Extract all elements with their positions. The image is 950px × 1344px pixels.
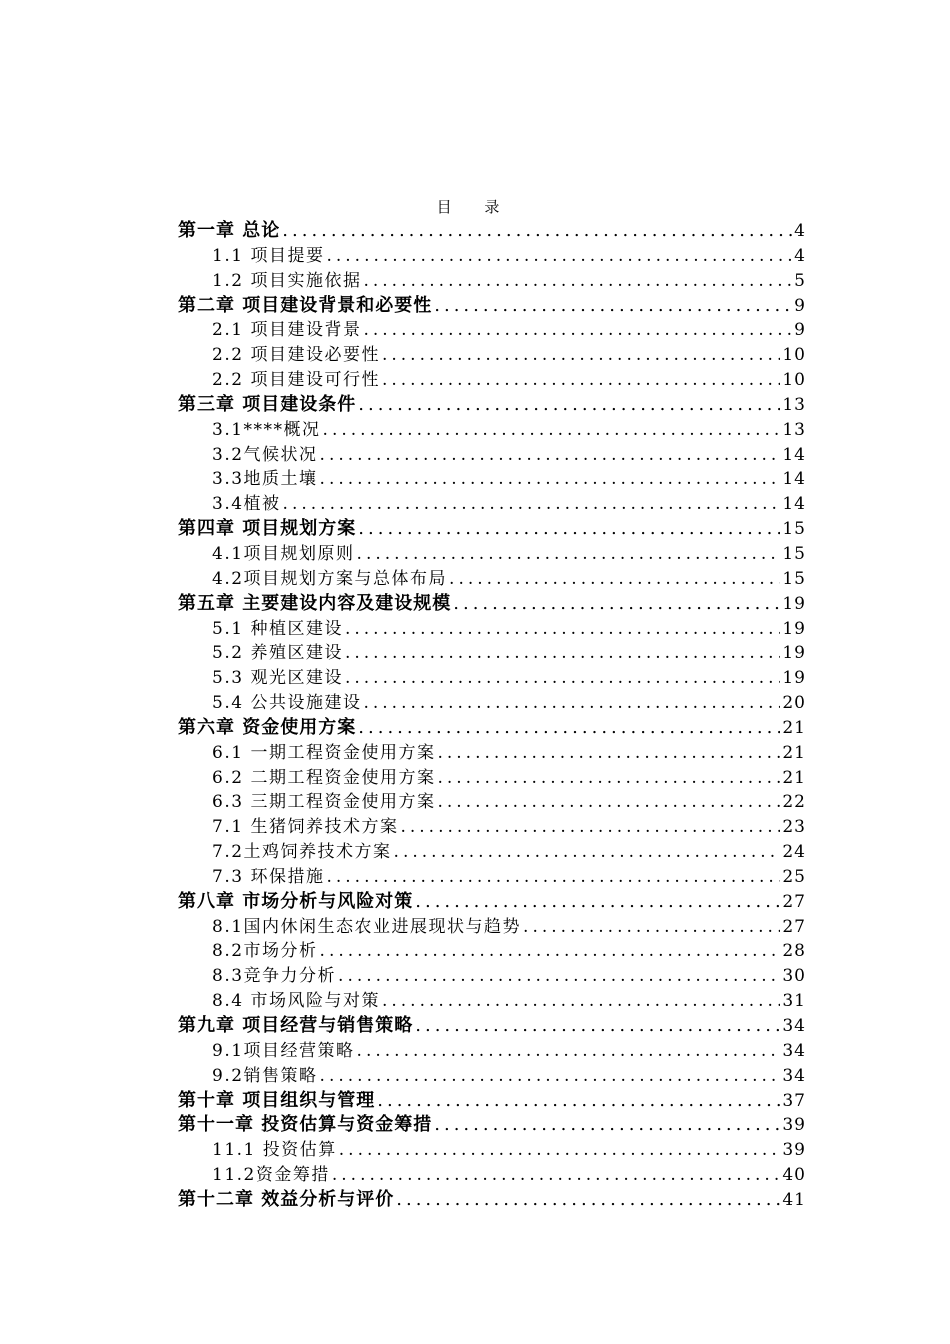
toc-page-number: 21 (782, 717, 806, 738)
toc-dot-leader (320, 467, 781, 492)
toc-dot-leader (394, 840, 781, 865)
toc-page-number: 31 (782, 991, 806, 1012)
table-of-contents (178, 219, 806, 1213)
toc-chapter-entry[interactable] (178, 890, 806, 915)
toc-entry-label: 第十一章 投资估算与资金筹措 (178, 1114, 433, 1136)
toc-entry-label: 11.1 投资估算 (212, 1140, 337, 1161)
toc-page-number: 14 (782, 469, 806, 490)
toc-dot-leader (396, 1188, 780, 1213)
toc-entry-label: 5.2 养殖区建设 (212, 643, 343, 664)
toc-dot-leader (358, 716, 780, 741)
toc-entry-label: 6.3 三期工程资金使用方案 (212, 792, 436, 813)
toc-dot-leader (338, 964, 780, 989)
toc-section-entry[interactable] (178, 915, 806, 940)
toc-page-number: 40 (782, 1165, 806, 1186)
toc-page-number: 24 (782, 842, 806, 863)
toc-section-entry[interactable] (178, 269, 806, 294)
toc-page-number: 21 (782, 742, 806, 763)
toc-section-entry[interactable] (178, 840, 806, 865)
toc-dot-leader (320, 1064, 781, 1089)
toc-page-number: 27 (782, 891, 806, 912)
toc-dot-leader (357, 1039, 781, 1064)
toc-chapter-entry[interactable] (178, 393, 806, 418)
toc-section-entry[interactable] (178, 815, 806, 840)
toc-entry-label: 第六章 资金使用方案 (178, 716, 357, 738)
toc-dot-leader (358, 517, 780, 542)
toc-dot-leader (437, 766, 780, 791)
toc-entry-label: 6.1 一期工程资金使用方案 (212, 742, 436, 763)
toc-dot-leader (339, 1138, 781, 1163)
toc-section-entry[interactable] (178, 318, 806, 343)
toc-entry-label: 3.2气候状况 (212, 444, 318, 465)
toc-chapter-entry[interactable] (178, 592, 806, 617)
toc-dot-leader (382, 368, 780, 393)
toc-chapter-entry[interactable] (178, 294, 806, 319)
toc-entry-label: 5.3 观光区建设 (212, 668, 343, 689)
toc-dot-leader (332, 1163, 781, 1188)
toc-page-number: 34 (782, 1040, 806, 1061)
toc-dot-leader (345, 617, 780, 642)
toc-section-entry[interactable] (178, 741, 806, 766)
toc-section-entry[interactable] (178, 418, 806, 443)
toc-page-number: 19 (782, 618, 806, 639)
toc-entry-label: 8.3竞争力分析 (212, 966, 337, 987)
toc-entry-label: 第四章 项目规划方案 (178, 518, 357, 540)
toc-dot-leader (400, 815, 780, 840)
toc-section-entry[interactable] (178, 368, 806, 393)
toc-entry-label: 第八章 市场分析与风险对策 (178, 890, 414, 912)
toc-entry-label: 9.1项目经营策略 (212, 1040, 355, 1061)
toc-entry-label: 第五章 主要建设内容及建设规模 (178, 592, 452, 614)
toc-page-number: 34 (782, 1065, 806, 1086)
toc-title: 目 录 (436, 198, 514, 216)
toc-page-number: 41 (782, 1189, 806, 1210)
toc-entry-label: 5.4 公共设施建设 (212, 693, 362, 714)
toc-section-entry[interactable] (178, 1163, 806, 1188)
toc-page-number: 9 (794, 320, 806, 341)
toc-entry-label: 第一章 总论 (178, 220, 281, 241)
toc-section-entry[interactable] (178, 939, 806, 964)
toc-section-entry[interactable] (178, 691, 806, 716)
toc-dot-leader (282, 219, 792, 244)
toc-section-entry[interactable] (178, 1064, 806, 1089)
toc-section-entry[interactable] (178, 542, 806, 567)
toc-dot-leader (377, 1089, 780, 1114)
toc-section-entry[interactable] (178, 790, 806, 815)
toc-entry-label: 7.3 环保措施 (212, 866, 325, 887)
toc-entry-label: 5.1 种植区建设 (212, 618, 343, 639)
toc-chapter-entry[interactable] (178, 716, 806, 741)
toc-dot-leader (382, 989, 780, 1014)
toc-page-number: 4 (794, 221, 806, 241)
toc-dot-leader (320, 939, 781, 964)
toc-chapter-entry[interactable] (178, 1014, 806, 1039)
toc-entry-label: 第二章 项目建设背景和必要性 (178, 294, 433, 316)
toc-page-number: 10 (782, 370, 806, 391)
toc-page-number: 39 (782, 1115, 806, 1136)
toc-entry-label: 7.1 生猪饲养技术方案 (212, 817, 399, 838)
toc-dot-leader (326, 244, 792, 269)
toc-dot-leader (523, 915, 780, 940)
toc-page-number: 15 (782, 543, 806, 564)
toc-dot-leader (449, 567, 780, 592)
toc-dot-leader (320, 443, 781, 468)
toc-page-number: 21 (782, 767, 806, 788)
toc-section-entry[interactable] (178, 766, 806, 791)
toc-page-number: 37 (782, 1090, 806, 1111)
toc-page-number: 14 (782, 444, 806, 465)
toc-page-number: 5 (794, 270, 806, 291)
toc-entry-label: 3.1****概况 (212, 419, 321, 440)
toc-dot-leader (345, 666, 780, 691)
toc-entry-label: 2.2 项目建设必要性 (212, 345, 380, 366)
toc-page-number: 19 (782, 593, 806, 614)
toc-entry-label: 8.1国内休闲生态农业进展现状与趋势 (212, 916, 522, 937)
toc-dot-leader (434, 1113, 780, 1138)
toc-entry-label: 1.1 项目提要 (212, 245, 325, 266)
toc-entry-label: 11.2资金筹措 (212, 1165, 330, 1186)
toc-chapter-entry[interactable] (178, 1113, 806, 1138)
toc-section-entry[interactable] (178, 443, 806, 468)
toc-dot-leader (323, 418, 781, 443)
toc-dot-leader (363, 318, 792, 343)
toc-page-number: 22 (782, 792, 806, 813)
toc-entry-label: 8.2市场分析 (212, 941, 318, 962)
toc-entry-label: 第十章 项目组织与管理 (178, 1089, 376, 1111)
toc-section-entry[interactable] (178, 666, 806, 691)
toc-page-number: 19 (782, 643, 806, 664)
toc-dot-leader (437, 741, 780, 766)
toc-chapter-entry[interactable] (178, 1188, 806, 1213)
toc-page-number: 39 (782, 1140, 806, 1161)
toc-dot-leader (363, 691, 780, 716)
toc-entry-label: 9.2销售策略 (212, 1065, 318, 1086)
toc-section-entry[interactable] (178, 567, 806, 592)
toc-entry-label: 3.4植被 (212, 494, 281, 515)
toc-section-entry[interactable] (178, 492, 806, 517)
toc-dot-leader (434, 294, 792, 319)
toc-section-entry[interactable] (178, 1138, 806, 1163)
toc-dot-leader (358, 393, 780, 418)
toc-page-number: 9 (794, 295, 806, 316)
toc-chapter-entry[interactable] (178, 1089, 806, 1114)
toc-dot-leader (283, 492, 781, 517)
toc-dot-leader (357, 542, 781, 567)
toc-dot-leader (326, 865, 780, 890)
toc-section-entry[interactable] (178, 244, 806, 269)
toc-entry-label: 6.2 二期工程资金使用方案 (212, 767, 436, 788)
toc-section-entry[interactable] (178, 467, 806, 492)
toc-page-number: 25 (782, 866, 806, 887)
toc-page-number: 13 (782, 419, 806, 440)
toc-page-number: 19 (782, 668, 806, 689)
toc-dot-leader (415, 1014, 780, 1039)
toc-page-number: 14 (782, 494, 806, 515)
toc-section-entry[interactable] (178, 343, 806, 368)
toc-page-number: 15 (782, 519, 806, 540)
toc-page-number: 20 (782, 693, 806, 714)
toc-chapter-entry[interactable] (178, 517, 806, 542)
toc-page-number: 23 (782, 817, 806, 838)
toc-dot-leader (382, 343, 780, 368)
toc-dot-leader (437, 790, 780, 815)
toc-entry-label: 第三章 项目建设条件 (178, 393, 357, 415)
toc-section-entry[interactable] (178, 989, 806, 1014)
toc-page-number: 15 (782, 568, 806, 589)
toc-entry-label: 8.4 市场风险与对策 (212, 991, 380, 1012)
toc-entry-label: 第九章 项目经营与销售策略 (178, 1015, 414, 1036)
toc-dot-leader (415, 890, 780, 915)
toc-page-number: 4 (794, 245, 806, 266)
toc-dot-leader (453, 592, 780, 617)
toc-dot-leader (363, 269, 792, 294)
toc-page-number: 28 (782, 941, 806, 962)
toc-page-number: 10 (782, 345, 806, 366)
toc-dot-leader (345, 641, 780, 666)
toc-entry-label: 7.2土鸡饲养技术方案 (212, 842, 392, 863)
toc-section-entry[interactable] (178, 1039, 806, 1064)
toc-chapter-entry[interactable] (178, 219, 806, 244)
toc-page-number: 30 (782, 966, 806, 987)
toc-entry-label: 3.3地质土壤 (212, 469, 318, 490)
toc-section-entry[interactable] (178, 865, 806, 890)
toc-entry-label: 4.1项目规划原则 (212, 543, 355, 564)
toc-section-entry[interactable] (178, 641, 806, 666)
toc-page-number: 27 (782, 916, 806, 937)
toc-entry-label: 1.2 项目实施依据 (212, 270, 362, 291)
toc-section-entry[interactable] (178, 964, 806, 989)
toc-entry-label: 2.1 项目建设背景 (212, 320, 362, 341)
toc-page-number: 13 (782, 394, 806, 415)
toc-entry-label: 第十二章 效益分析与评价 (178, 1188, 395, 1210)
toc-entry-label: 2.2 项目建设可行性 (212, 370, 380, 391)
toc-entry-label: 4.2项目规划方案与总体布局 (212, 568, 448, 589)
toc-section-entry[interactable] (178, 617, 806, 642)
toc-page-number: 34 (782, 1016, 806, 1036)
